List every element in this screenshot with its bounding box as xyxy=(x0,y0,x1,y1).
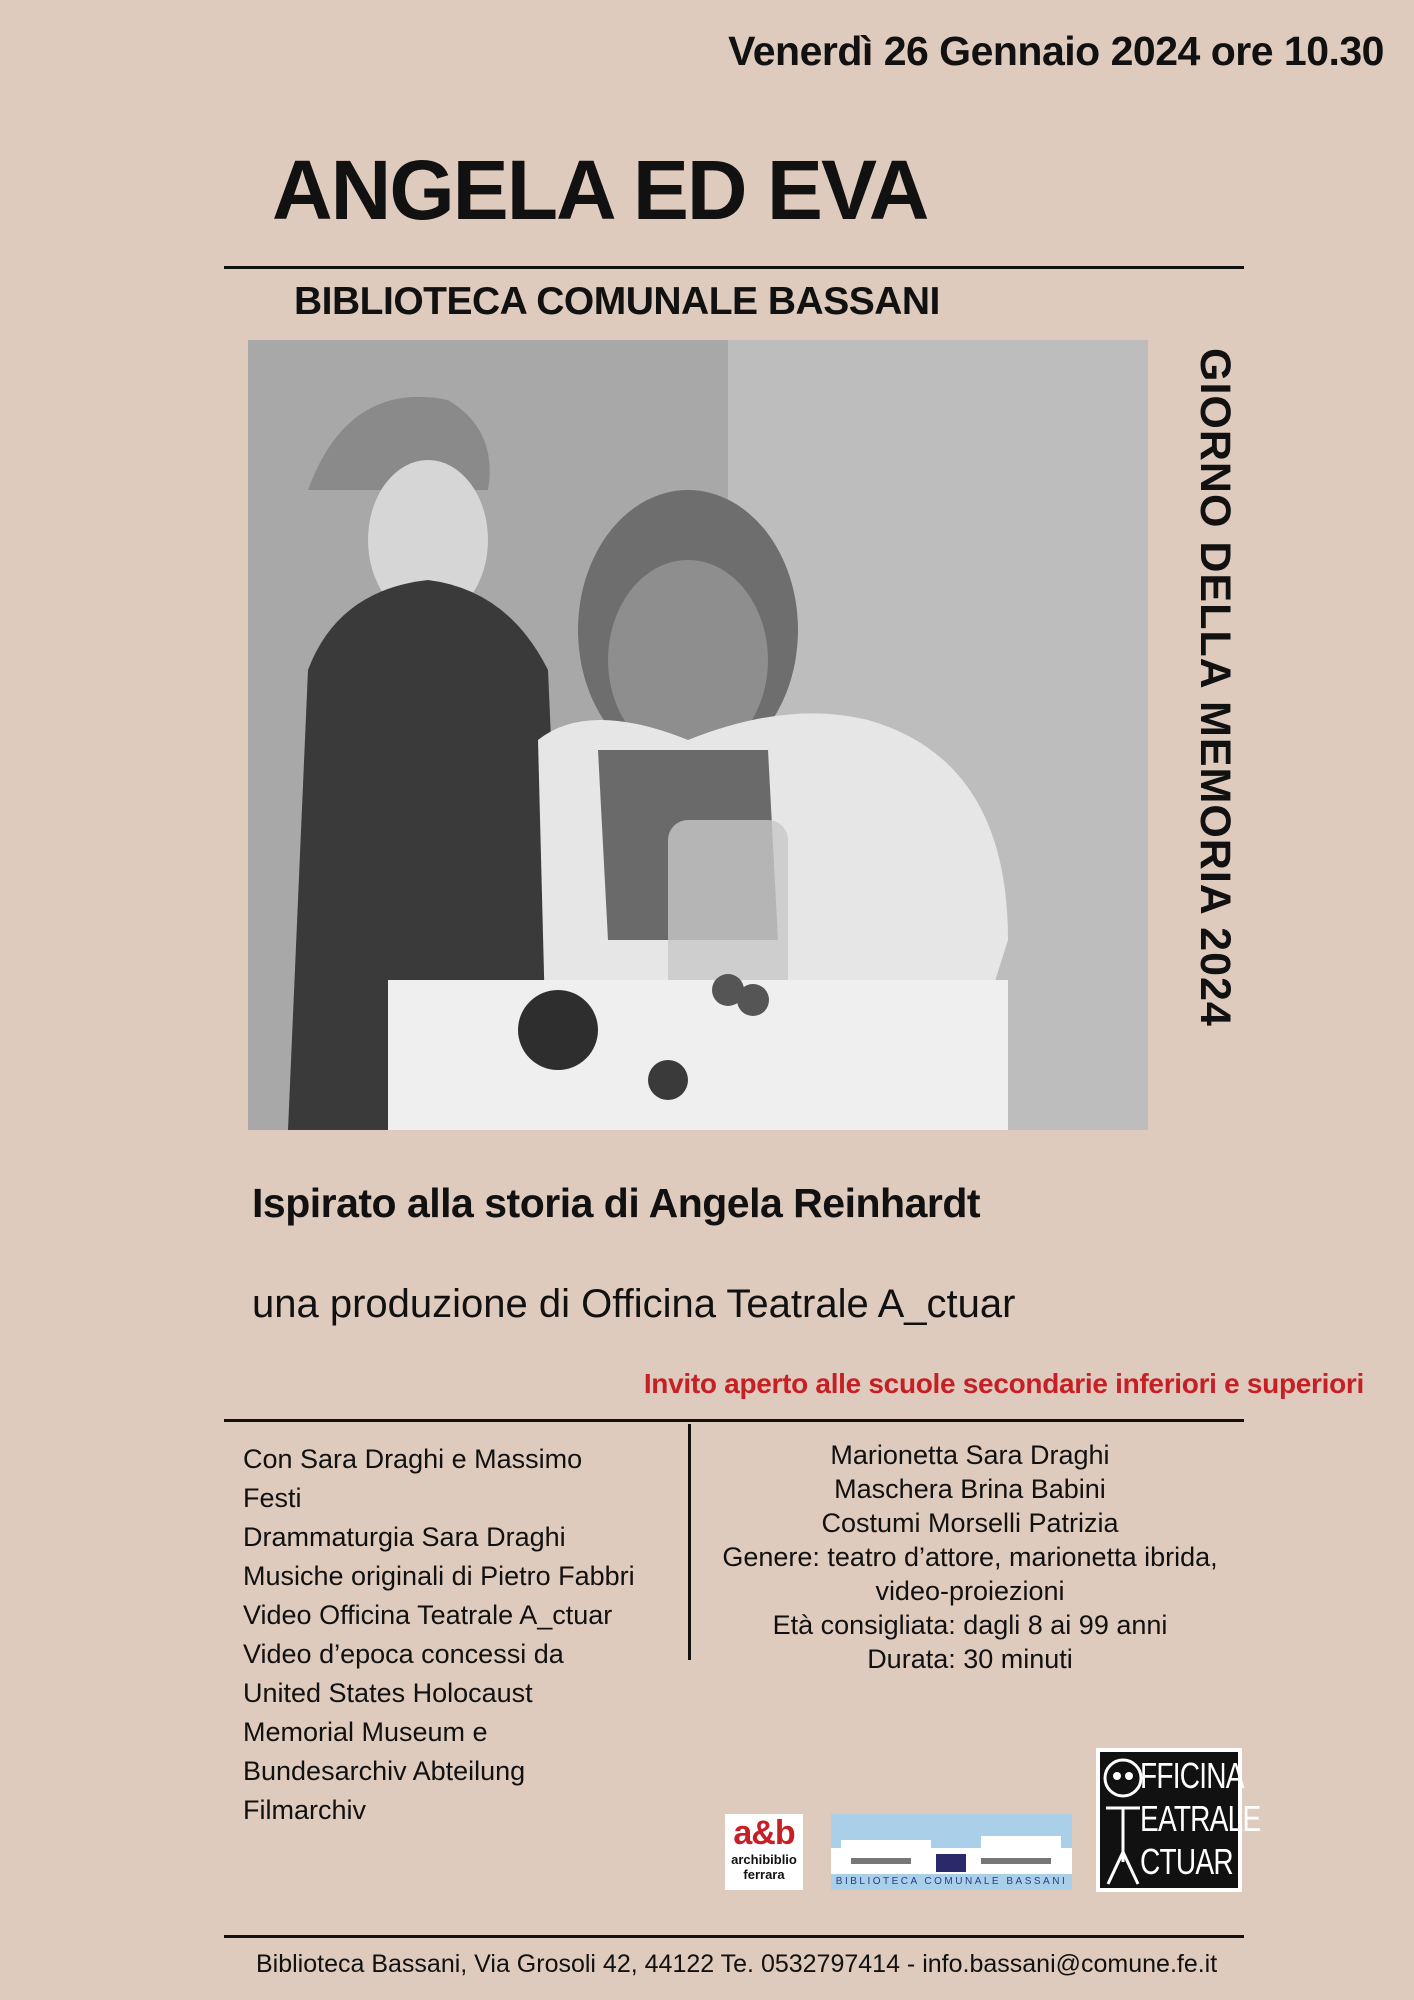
credit-line: Drammaturgia Sara Draghi xyxy=(243,1522,566,1552)
credits-left-column xyxy=(243,1440,673,1830)
credit-line: Video d’epoca concessi da xyxy=(243,1639,564,1669)
credit-line: Genere: teatro d’attore, marionetta ibrida, xyxy=(722,1542,1218,1572)
officina-teatrale-logo: FFICINA EATRALE CTUAR xyxy=(1096,1748,1242,1892)
production-credit: una produzione di Officina Teatrale A_ctuar xyxy=(252,1282,1016,1326)
credit-line: Musiche originali di Pietro Fabbri xyxy=(243,1561,635,1591)
event-date: Venerdì 26 Gennaio 2024 ore 10.30 xyxy=(728,28,1384,74)
credit-line: Età consigliata: dagli 8 ai 99 anni xyxy=(772,1610,1168,1640)
credit-line: Marionetta Sara Draghi xyxy=(830,1440,1110,1470)
credit-line: Costumi Morselli Patrizia xyxy=(821,1508,1119,1538)
inspiration-subtitle: Ispirato alla storia di Angela Reinhardt xyxy=(252,1180,981,1226)
school-invitation: Invito aperto alle scuole secondarie inferiori e superiori xyxy=(643,1368,1364,1399)
footer-contact: Biblioteca Bassani, Via Grosoli 42, 44122 Te. 0532797414 - info.bassani@comune.fe.it xyxy=(256,1950,1218,1978)
credit-line: Con Sara Draghi e Massimo xyxy=(243,1444,583,1474)
credit-line: Maschera Brina Babini xyxy=(834,1474,1106,1504)
venue-name: BIBLIOTECA COMUNALE BASSANI xyxy=(294,280,940,323)
memorial-day-banner: GIORNO DELLA MEMORIA 2024 xyxy=(1191,348,1239,1027)
credit-line: Bundesarchiv Abteilung xyxy=(243,1756,526,1786)
show-photo xyxy=(248,340,1148,1130)
credit-line: United States Holocaust xyxy=(243,1678,533,1708)
title-divider xyxy=(224,266,1244,269)
credits-divider xyxy=(224,1419,1244,1422)
credit-line: Festi xyxy=(243,1483,302,1513)
credit-line: Video Officina Teatrale A_ctuar xyxy=(243,1600,613,1630)
credit-line: video-proiezioni xyxy=(875,1576,1065,1606)
show-title: ANGELA ED EVA xyxy=(272,143,928,237)
archibiblio-logo: a&b archibiblio ferrara xyxy=(725,1814,803,1890)
credit-line: Durata: 30 minuti xyxy=(867,1644,1073,1674)
credits-column-divider xyxy=(688,1424,691,1660)
credits-right-column xyxy=(700,1438,1240,1676)
library-logo: BIBLIOTECA COMUNALE BASSANI xyxy=(831,1814,1072,1890)
footer-divider xyxy=(224,1935,1244,1938)
credit-line: Memorial Museum e xyxy=(243,1717,488,1747)
credit-line: Filmarchiv xyxy=(243,1795,367,1825)
